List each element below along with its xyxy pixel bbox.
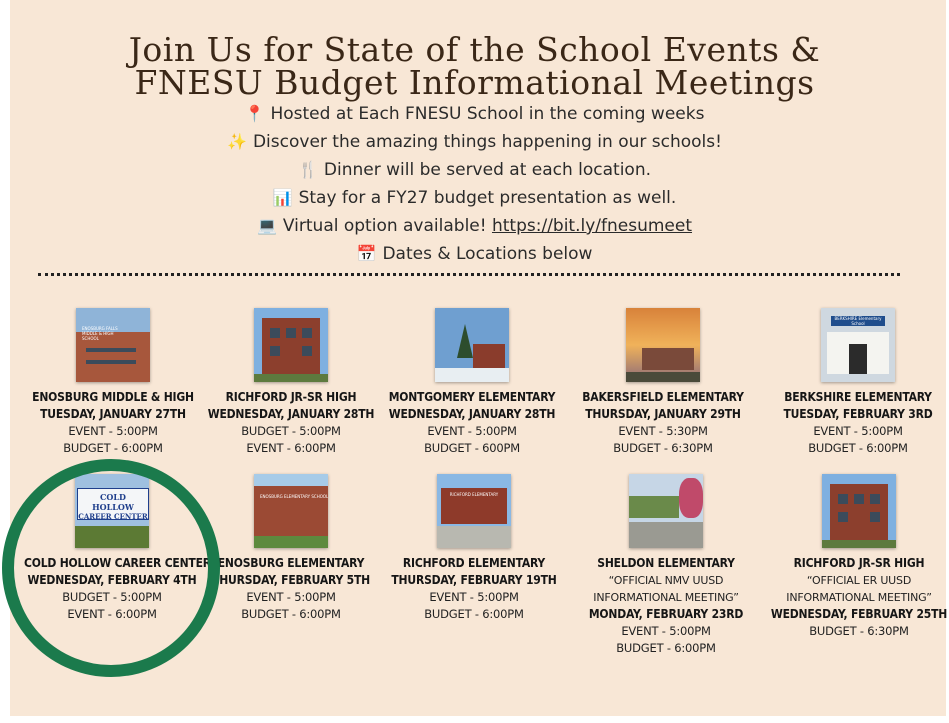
event-card (575, 308, 751, 457)
highlight-circle (2, 459, 220, 677)
school-photo (626, 308, 700, 382)
photo-sign-text: ENOSBURG ELEMENTARY SCHOOL (260, 494, 328, 499)
event-card (384, 308, 560, 457)
info-dates: 📅 Dates & Locations below (356, 244, 593, 264)
event-name: ENOSBURG MIDDLE & HIGH (32, 390, 194, 404)
info-virtual: 💻 Virtual option available! https://bit.ly/fnesumeet (256, 216, 693, 236)
event-name: SHELDON ELEMENTARY (597, 556, 735, 570)
event-subtitle: INFORMATIONAL MEETING” (593, 591, 739, 604)
event-date: THURSDAY, FEBRUARY 19TH (391, 573, 557, 587)
event-card (386, 474, 562, 623)
bar-chart-icon: 📊 (272, 188, 293, 207)
school-photo (821, 308, 895, 382)
info-dinner: 🍴 Dinner will be served at each location. (297, 160, 652, 180)
event-time: BUDGET - 6:00PM (424, 607, 524, 621)
school-photo (629, 474, 703, 548)
pin-icon: 📍 (244, 104, 265, 123)
event-date: THURSDAY, FEBRUARY 5TH (212, 573, 370, 587)
fork-knife-icon: 🍴 (297, 160, 318, 179)
event-name: ENOSBURG ELEMENTARY (217, 556, 365, 570)
event-name: BERKSHIRE ELEMENTARY (784, 390, 932, 404)
photo-sign-text: COLD HOLLOW (92, 492, 134, 512)
event-subtitle: “OFFICIAL NMV UUSD (608, 574, 724, 587)
event-date: THURSDAY, JANUARY 29TH (585, 407, 741, 421)
school-photo (254, 308, 328, 382)
school-photo (437, 474, 511, 548)
event-time: BUDGET - 6:30PM (613, 441, 713, 455)
event-date: WEDNESDAY, JANUARY 28TH (207, 407, 375, 421)
event-time: EVENT - 5:30PM (618, 424, 708, 438)
event-date: WEDNESDAY, FEBRUARY 4TH (27, 573, 197, 587)
event-time: EVENT - 5:00PM (429, 590, 519, 604)
event-card (203, 474, 379, 623)
school-photo (822, 474, 896, 548)
school-photo (435, 308, 509, 382)
info-budget: 📊 Stay for a FY27 budget presentation as well. (272, 188, 677, 208)
school-photo (76, 308, 150, 382)
event-card (578, 474, 754, 657)
info-discover: ✨ Discover the amazing things happening in our schools! (227, 132, 722, 152)
event-date: MONDAY, FEBRUARY 23RD (588, 607, 744, 621)
event-card (764, 474, 949, 640)
event-time: BUDGET - 5:00PM (62, 590, 162, 604)
virtual-meeting-link[interactable]: https://bit.ly/fnesumeet (491, 216, 693, 236)
event-time: BUDGET - 6:00PM (241, 607, 341, 621)
event-time: EVENT - 5:00PM (246, 590, 336, 604)
event-subtitle: “OFFICIAL ER UUSD (806, 574, 912, 587)
event-time: EVENT - 5:00PM (68, 424, 158, 438)
school-photo (254, 474, 328, 548)
photo-sign-text: BERKSHIRE Elementary School (831, 316, 885, 326)
dotted-divider (38, 273, 900, 276)
event-time: EVENT - 6:00PM (246, 441, 336, 455)
event-card (203, 308, 379, 457)
event-date: TUESDAY, JANUARY 27TH (40, 407, 186, 421)
event-time: BUDGET - 6:00PM (616, 641, 716, 655)
event-name: RICHFORD JR-SR HIGH (225, 390, 357, 404)
event-name: COLD HOLLOW CAREER CENTER (24, 556, 211, 570)
event-time: EVENT - 6:00PM (67, 607, 157, 621)
title-line-1: Join Us for State of the School Events & (128, 30, 821, 69)
event-date: WEDNESDAY, FEBRUARY 25TH (770, 607, 948, 621)
event-time: BUDGET - 6:00PM (808, 441, 908, 455)
photo-sign-text: RICHFORD ELEMENTARY (449, 492, 499, 497)
event-name: BAKERSFIELD ELEMENTARY (582, 390, 744, 404)
event-time: EVENT - 5:00PM (813, 424, 903, 438)
event-time: EVENT - 5:00PM (621, 624, 711, 638)
event-name: RICHFORD JR-SR HIGH (793, 556, 925, 570)
event-card (25, 308, 201, 457)
event-time: BUDGET - 6:30PM (809, 624, 909, 638)
event-subtitle: INFORMATIONAL MEETING” (786, 591, 932, 604)
title-line-2: FNESU Budget Informational Meetings (134, 63, 815, 102)
photo-sign-text: CAREER CENTER (78, 512, 148, 521)
event-date: WEDNESDAY, JANUARY 28TH (388, 407, 556, 421)
event-name: RICHFORD ELEMENTARY (402, 556, 546, 570)
computer-icon: 💻 (256, 216, 277, 235)
event-name: MONTGOMERY ELEMENTARY (388, 390, 556, 404)
event-time: EVENT - 5:00PM (427, 424, 517, 438)
info-hosted: 📍 Hosted at Each FNESU School in the coming weeks (244, 104, 705, 124)
event-time: BUDGET - 5:00PM (241, 424, 341, 438)
sparkles-icon: ✨ (227, 132, 247, 151)
calendar-icon: 📅 (356, 244, 377, 263)
photo-sign-text: ENOSBURG FALLS MIDDLE & HIGH SCHOOL (82, 326, 118, 341)
event-time: BUDGET - 600PM (424, 441, 520, 455)
event-date: TUESDAY, FEBRUARY 3RD (783, 407, 933, 421)
event-card (770, 308, 946, 457)
event-time: BUDGET - 6:00PM (63, 441, 163, 455)
